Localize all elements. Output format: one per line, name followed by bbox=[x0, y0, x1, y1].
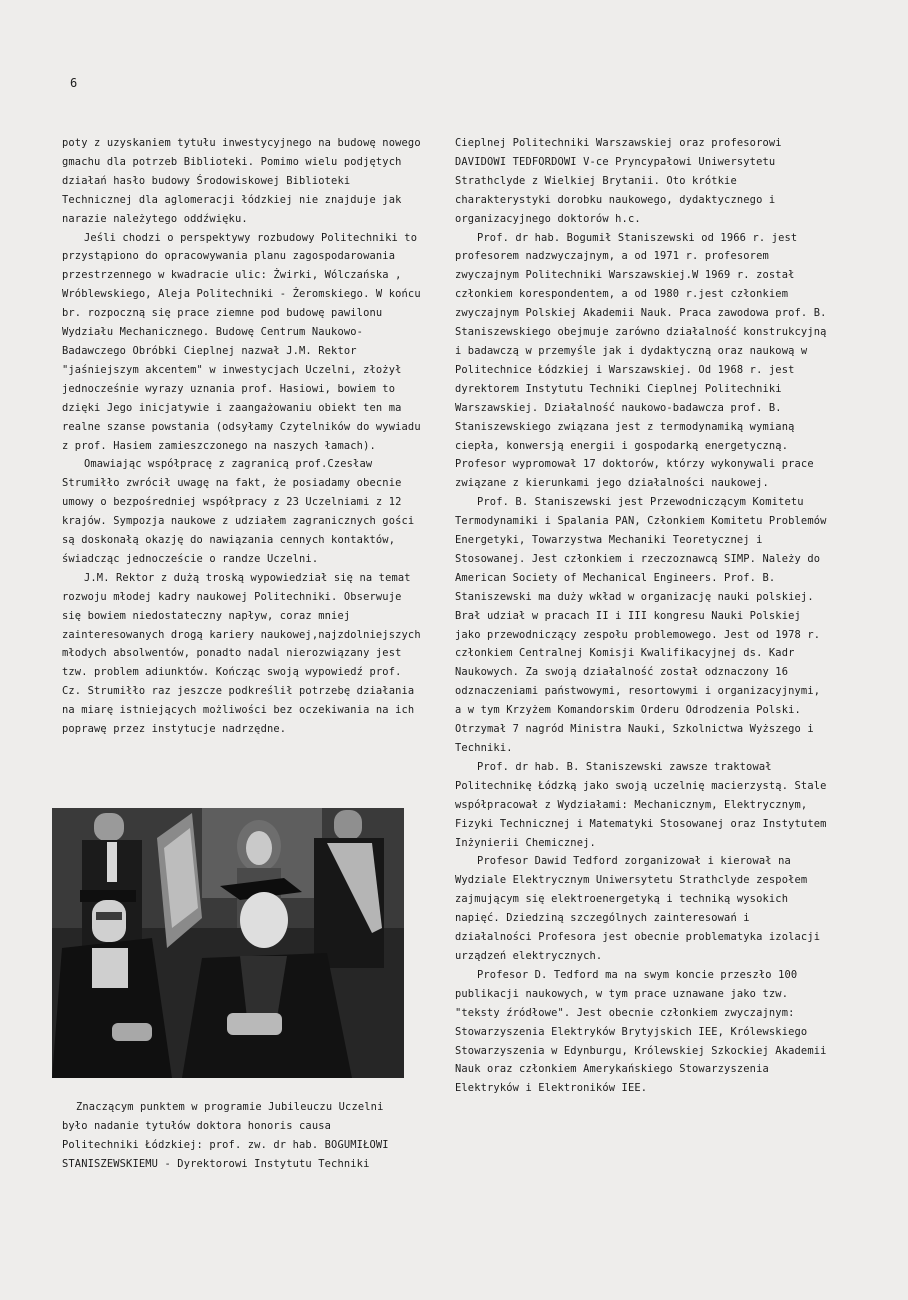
page-number: 6 bbox=[70, 76, 78, 90]
paragraph: Jeśli chodzi o perspektywy rozbudowy Politechniki to przystąpiono do opracowywania planu zagospodarowania przestrzennego w kwadracie ulic: Żwirki, Wólczańska , Wróblewskiego, Aleja Politechniki - Żeromskiego. W końcu br. rozpoczną się prace ziemne pod budowę pawilonu Wydziału Mechanicznego. Budowę Centrum Naukowo-Badawczego Obróbki Cieplnej nazwał J.M. Rektor "jaśniejszym akcentem" w inwestycjach Uczelni, złożył jednocześnie wyrazy uznania prof. Hasiowi, bowiem to dzięki Jego inicjatywie i zaangażowaniu obiekt ten ma realne szanse powstania (odsyłamy Czytelników do wywiadu z prof. Hasiem zamieszczonego na naszych łamach). bbox=[62, 231, 421, 452]
right-text-column bbox=[455, 134, 827, 1098]
paragraph: Prof. dr hab. B. Staniszewski zawsze traktował Politechnikę Łódzką jako swoją uczelnię macierzystą. Stale współpracował z Wydziałami: Mechanicznym, Elektrycznym, Fizyki Technicznej i Matematyki Stosowanej oraz Instytutem Inżynierii Chemicznej. bbox=[455, 760, 827, 849]
paragraph: poty z uzyskaniem tytułu inwestycyjnego na budowę nowego gmachu dla potrzeb Biblioteki. Pomimo wielu podjętych działań hasło budowy Środowiskowej Biblioteki Technicznej dla aglomeracji łódzkiej nie znajduje jak narazie należytego oddźwięku. bbox=[62, 137, 421, 225]
left-text-column bbox=[62, 134, 424, 739]
paragraph: Profesor Dawid Tedford zorganizował i kierował na Wydziale Elektrycznym Uniwersytetu Strathclyde zespołem zajmującym się elektroenergetyką i techniką wysokich napięć. Dziedziną szczególnych zainteresowań i działalności Profesora jest obecnie problematyka izolacji urządzeń elektrycznych. bbox=[455, 855, 821, 962]
photo-caption: Znaczącym punktem w programie Jubileuczu Uczelni było nadanie tytułów doktora honoris causa Politechniki Łódzkiej: prof. zw. dr hab. BOGUMIŁOWI STANISZEWSKIEMU - Dyrektorowi Instytutu Techniki bbox=[62, 1101, 389, 1170]
paragraph: Cieplnej Politechniki Warszawskiej oraz profesorowi DAVIDOWI TEDFORDOWI V-ce Pryncypałowi Uniwersytetu Strathclyde z Wielkiej Brytanii. Oto krótkie charakterystyki dorobku naukowego, dydaktycznego i organizacyjnego doktorów h.c. bbox=[455, 137, 782, 225]
paragraph: Profesor D. Tedford ma na swym koncie przeszło 100 publikacji naukowych, w tym prace uznawane jako tzw. "teksty źródłowe". Jest obecnie członkiem zwyczajnym: Stowarzyszenia Elektryków Brytyjskich IEE, Królewskiego Stowarzyszenia w Edynburgu, Królewskiej Szkockiej Akademii Nauk oraz członkiem Amerykańskiego Stowarzyszenia Elektryków i Elektroników IEE. bbox=[455, 968, 827, 1095]
paragraph: J.M. Rektor z dużą troską wypowiedział się na temat rozwoju młodej kadry naukowej Politechniki. Obserwuje się bowiem niedostateczny napływ, coraz mniej zainteresowanych drogą kariery naukowej,najzdolniejszych młodych absolwentów, ponadto nadal nierozwiązany jest tzw. problem adiunktów. Kończąc swoją wypowiedź prof. Cz. Strumiłło raz jeszcze podkreślił potrzebę działania na miarę istniejących możliwości bez oczekiwania na ich poprawę przez instytucje nadrzędne. bbox=[62, 571, 421, 736]
paragraph: Prof. B. Staniszewski jest Przewodniczącym Komitetu Termodynamiki i Spalania PAN, Członkiem Komitetu Problemów Energetyki, Towarzystwa Mechaniki Teoretycznej i Stosowanej. Jest członkiem i rzeczoznawcą SIMP. Należy do American Society of Mechanical Engineers. Prof. B. Staniszewski ma duży wkład w organizację nauki polskiej. Brał udział w pracach II i III kongresu Nauki Polskiej jako przewodniczący zespołu problemowego. Jest od 1978 r. członkiem Centralnej Komisji Kwalifikacyjnej ds. Kadr Naukowych. Za swoją działalność został odznaczony 16 odznaczeniami państwowymi, resortowymi i organizacyjnymi, a w tym Krzyżem Komandorskim Orderu Odrodzenia Polski. Otrzymał 7 nagród Ministra Nauki, Szkolnictwa Wyższego i Techniki. bbox=[455, 496, 827, 754]
paragraph: Omawiając współpracę z zagranicą prof.Czesław Strumiłło zwrócił uwagę na fakt, że posiadamy obecnie umowy o bezpośredniej współpracy z 23 Uczelniami z 12 krajów. Sympozja naukowe z udziałem zagranicznych gości są doskonałą okazję do nawiązania cennych kontaktów, świadcząc jednoczeście o randze Uczelni. bbox=[62, 458, 415, 565]
paragraph: Prof. dr hab. Bogumił Staniszewski od 1966 r. jest profesorem nadzwyczajnym, a od 1971 r. profesorem zwyczajnym Politechniki Warszawskiej.W 1969 r. został członkiem korespondentem, a od 1980 r.jest członkiem zwyczajnym Polskiej Akademii Nauk. Praca zawodowa prof. B. Staniszewskiego obejmuje zarówno działalność konstrukcyjną i badawczą w przemyśle jak i dydaktyczną oraz naukową w Politechnice Łódzkiej i Warszawskiej. Od 1968 r. jest dyrektorem Instytutu Techniki Cieplnej Politechniki Warszawskiej. Działalność naukowo-badawcza prof. B. Staniszewskiego związana jest z termodynamiką wymianą ciepła, konwersją energii i gospodarką energetyczną. Profesor wypromował 17 doktorów, którzy wykonywali prace związane z kierunkami jego działalności naukowej. bbox=[455, 231, 827, 490]
ceremony-photo bbox=[52, 808, 404, 1078]
